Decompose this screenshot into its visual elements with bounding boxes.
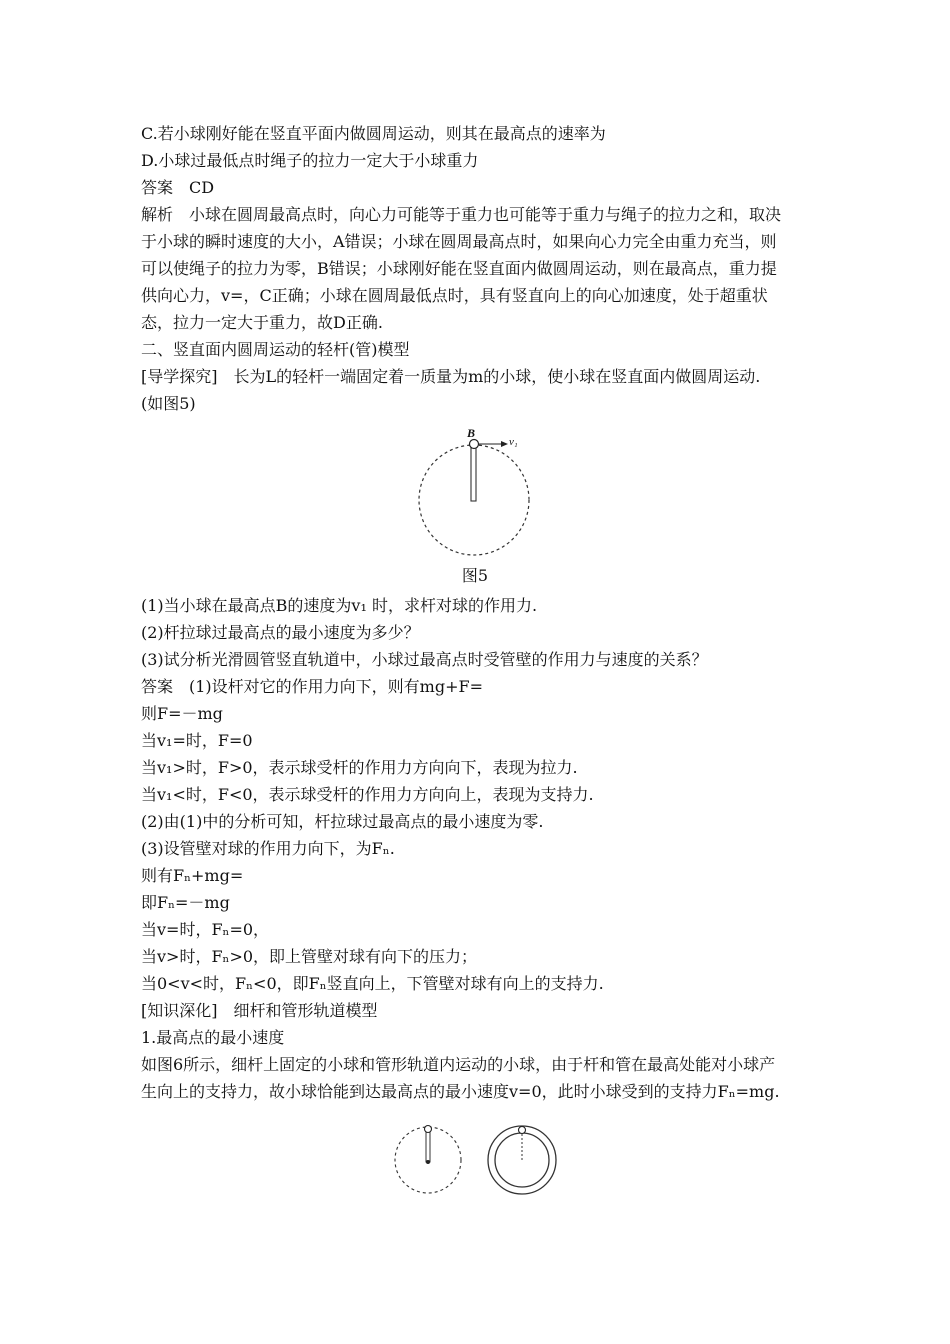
answer-2-line-4: 当v₁>时，F>0，表示球受杆的作用力方向向下，表现为拉力.: [141, 758, 578, 777]
guided-inquiry: [导学探究] 长为L的轻杆一端固定着一质量为m的小球，使小球在竖直面内做圆周运动.: [141, 367, 761, 386]
answer-2-line-5: 当v₁<时，F<0，表示球受杆的作用力方向向上，表现为支持力.: [141, 785, 594, 804]
figure-5-rod: [471, 448, 476, 501]
paragraph-line-2: 生向上的支持力，故小球恰能到达最高点的最小速度v=0，此时小球受到的支持力Fₙ=mg.: [141, 1082, 780, 1101]
answer-2-line-9: 即Fₙ=－mg: [141, 893, 230, 912]
figure-ref: (如图5): [141, 394, 196, 413]
figure-5-circle: [419, 445, 529, 555]
option-c: C.若小球刚好能在竖直平面内做圆周运动，则其在最高点的速率为: [141, 124, 606, 143]
answer-2-line-8: 则有Fₙ+mg=: [141, 866, 244, 885]
subheading-1: 1.最高点的最小速度: [141, 1028, 285, 1047]
velocity-arrowhead: [501, 441, 508, 447]
analysis-line-2: 于小球的瞬时速度的大小，A错误；小球在圆周最高点时，如果向心力完全由重力充当，则: [141, 232, 777, 251]
answer-2-line-3: 当v₁=时，F=0: [141, 731, 253, 750]
answer-2-line-6: (2)由(1)中的分析可知，杆拉球过最高点的最小速度为零.: [141, 812, 544, 831]
figure-6-rod-circle: [395, 1127, 461, 1193]
answer-2-line-12: 当0<v<时，Fₙ<0，即Fₙ竖直向上，下管壁对球有向上的支持力.: [141, 974, 604, 993]
question-3: (3)试分析光滑圆管竖直轨道中，小球过最高点时受管壁的作用力与速度的关系？: [141, 650, 708, 669]
figure-6-rod: [426, 1131, 430, 1162]
answer-1: 答案 CD: [141, 178, 215, 197]
answer-2-line-11: 当v>时，Fₙ>0，即上管壁对球有向下的压力；: [141, 947, 478, 966]
figure-5-point-label: B: [467, 426, 476, 440]
answer-2-line-7: (3)设管壁对球的作用力向下，为Fₙ.: [141, 839, 395, 858]
knowledge-deepening: [知识深化] 细杆和管形轨道模型: [141, 1001, 378, 1020]
analysis-line-3: 可以使绳子的拉力为零，B错误；小球刚好能在竖直面内做圆周运动，则在最高点，重力提: [141, 259, 777, 278]
analysis-line-5: 态，拉力一定大于重力，故D正确.: [141, 313, 383, 332]
question-1: (1)当小球在最高点B的速度为v₁ 时，求杆对球的作用力.: [141, 596, 538, 615]
analysis-line-1: 解析 小球在圆周最高点时，向心力可能等于重力也可能等于重力与绳子的拉力之和，取决: [141, 205, 782, 224]
figure-6-tube-ball: [519, 1127, 526, 1134]
answer-2-line-10: 当v=时，Fₙ=0，: [141, 920, 270, 939]
answer-2-line-1: 答案 (1)设杆对它的作用力向下，则有mg+F=: [141, 677, 483, 696]
analysis-line-4: 供向心力，v=，C正确；小球在圆周最低点时，具有竖直向上的向心加速度，处于超重状: [141, 286, 768, 305]
figure-6-rod-ball: [425, 1126, 432, 1133]
question-2: (2)杆拉球过最高点的最小速度为多少？: [141, 623, 420, 642]
paragraph-line-1: 如图6所示，细杆上固定的小球和管形轨道内运动的小球，由于杆和管在最高处能对小球产: [141, 1055, 776, 1074]
figure-6-rod-pivot: [426, 1160, 430, 1164]
section-heading: 二、竖直面内圆周运动的轻杆(管)模型: [141, 340, 410, 359]
figure-6-tube-outer: [488, 1126, 556, 1194]
figure-5-velocity-label: v₁: [509, 436, 518, 448]
figure-6-tube-inner: [495, 1133, 549, 1187]
answer-2-line-2: 则F=－mg: [141, 704, 223, 723]
option-d: D.小球过最低点时绳子的拉力一定大于小球重力: [141, 151, 479, 170]
figure-5-caption: 图5: [461, 566, 489, 585]
